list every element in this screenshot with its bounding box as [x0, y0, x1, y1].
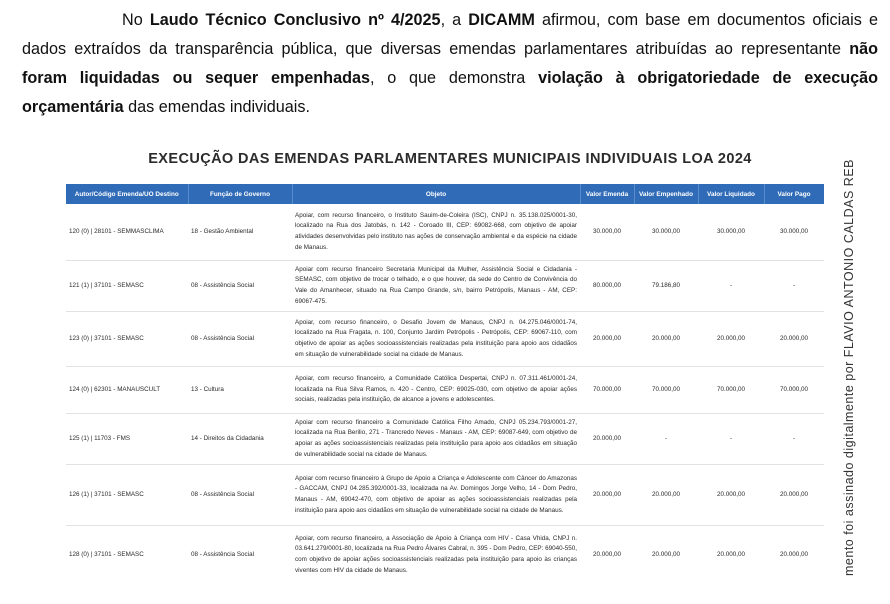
bold-run: violação à obrigatoriedade de execução orçamentária [22, 69, 878, 116]
cell-valor-pago: 20.000,00 [764, 312, 824, 367]
digital-signature-note: mento foi assinado digitalmente por FLAVIO ANTONIO CALDAS REB [842, 158, 856, 576]
cell-valor-pago: - [764, 261, 824, 312]
cell-valor-empenhado: 20.000,00 [634, 312, 698, 367]
cell-funcao: 08 - Assistência Social [188, 261, 292, 312]
cell-funcao: 08 - Assistência Social [188, 312, 292, 367]
cell-valor-liquidado: 30.000,00 [698, 204, 764, 261]
cell-valor-liquidado: 20.000,00 [698, 312, 764, 367]
cell-valor-empenhado: 70.000,00 [634, 367, 698, 414]
cell-valor-emenda: 20.000,00 [580, 414, 634, 465]
cell-funcao: 13 - Cultura [188, 367, 292, 414]
text-run: No [122, 11, 150, 29]
cell-valor-liquidado: - [698, 414, 764, 465]
cell-valor-pago: 20.000,00 [764, 526, 824, 577]
cell-valor-liquidado: 70.000,00 [698, 367, 764, 414]
cell-objeto: Apoiar, com recurso financeiro, a Associação de Apoio à Criança com HIV - Casa Vhida, CNPJ n. 03.641.279/0001-80, localizada na Rua Pedro Álvares Cabral, n. 395 - Dom Pedro, CEP: 69040-550, com objetivo de apoiar ações socioassistenciais realizadas pela instituição para apoio às crianças viventes com HIV da cidade de Manaus. [292, 526, 580, 577]
bold-run: DICAMM [468, 11, 535, 29]
cell-autor: 124 (0) | 62301 - MANAUSCULT [66, 367, 188, 414]
cell-autor: 123 (0) | 37101 - SEMASC [66, 312, 188, 367]
cropped-text-line [30, 574, 790, 604]
cell-valor-emenda: 20.000,00 [580, 526, 634, 577]
cell-funcao: 08 - Assistência Social [188, 465, 292, 526]
cell-objeto: Apoiar, com recurso financeiro, o Instituto Sauim-de-Coleira (ISC), CNPJ n. 35.138.025/0001-30, localizado na Rua dos Jatobás, n. 142 - Coroado III, CEP: 69082-668, com objetivo de apoiar atividades desenvolvidas pelo instituto nas ações de conservação ambiental e da espécie na cidade de Manaus. [292, 204, 580, 261]
cell-valor-emenda: 20.000,00 [580, 312, 634, 367]
cell-autor: 128 (0) | 37101 - SEMASC [66, 526, 188, 577]
cell-valor-empenhado: 30.000,00 [634, 204, 698, 261]
cell-valor-liquidado: 20.000,00 [698, 465, 764, 526]
bold-run: não foram liquidadas ou sequer empenhadas [22, 40, 878, 87]
cell-autor: 126 (1) | 37101 - SEMASC [66, 465, 188, 526]
cell-valor-pago: 30.000,00 [764, 204, 824, 261]
text-run: , a [440, 11, 469, 29]
table-row [66, 204, 824, 261]
cell-valor-pago: 20.000,00 [764, 465, 824, 526]
table-row [66, 465, 824, 526]
col-header-valor-emenda: Valor Emenda [580, 184, 634, 204]
col-header-valor-liquidado: Valor Liquidado [698, 184, 764, 204]
cell-valor-pago: - [764, 414, 824, 465]
table-header-row [66, 184, 824, 204]
table-row [66, 526, 824, 577]
col-header-objeto: Objeto [292, 184, 580, 204]
cell-valor-empenhado: - [634, 414, 698, 465]
cell-funcao: 18 - Gestão Ambiental [188, 204, 292, 261]
cell-valor-emenda: 70.000,00 [580, 367, 634, 414]
text-run: das emendas individuais. [123, 98, 310, 116]
cell-valor-emenda: 80.000,00 [580, 261, 634, 312]
cell-objeto: Apoiar com recurso financeiro à Grupo de Apoio a Criança e Adolescente com Câncer do Amazonas - GACCAM, CNPJ 04.285.392/0001-33, localizada na Av. Domingos Jorge Velho, 14 - Dom Pedro, Manaus - AM, 69042-470, com objetivo de apoiar as ações socioassistenciais realizadas pela instituição para apoio aos cidadãos em situação de vulnerabilidade social na cidade de Manaus. [292, 465, 580, 526]
cell-objeto: Apoiar com recurso financeiro Secretaria Municipal da Mulher, Assistência Social e Cidadania - SEMASC, com objetivo de trocar o telhado, e o que houver, da sede do Centro de Convivência do Vale do Amanhecer, situado na Rua Campo Grande, s/n, bairro Petrópolis, Manaus - AM, CEP: 69067-475. [292, 261, 580, 312]
col-header-valor-empenhado: Valor Empenhado [634, 184, 698, 204]
col-header-autor: Autor/Código Emenda/UO Destino [66, 184, 188, 204]
cell-valor-empenhado: 20.000,00 [634, 526, 698, 577]
cell-valor-emenda: 20.000,00 [580, 465, 634, 526]
cell-valor-liquidado: - [698, 261, 764, 312]
table-row [66, 367, 824, 414]
body-paragraph [22, 6, 878, 122]
text-run: afirmou, com base em documentos oficiais e dados extraídos da transparência pública, que diversas emendas parlamentares atribuídas ao representante [22, 11, 878, 58]
cell-objeto: Apoiar, com recurso financeiro, o Desafio Jovem de Manaus, CNPJ n. 04.275.046/0001-74, localizado na Rua Fragata, n. 100, Conjunto Jardim Petrópolis - Petrópolis, CEP: 69067-110, com objetivo de apoiar as ações socioassistenciais realizadas pela instituição para apoio aos cidadãos em situação de vulnerabilidade social na cidade de Manaus. [292, 312, 580, 367]
cell-autor: 120 (0) | 28101 - SEMMASCLIMA [66, 204, 188, 261]
cell-valor-emenda: 30.000,00 [580, 204, 634, 261]
cell-funcao: 08 - Assistência Social [188, 526, 292, 577]
table-row [66, 261, 824, 312]
emendas-table [66, 184, 824, 576]
cell-valor-pago: 70.000,00 [764, 367, 824, 414]
col-header-valor-pago: Valor Pago [764, 184, 824, 204]
cell-objeto: Apoiar, com recurso financeiro, a Comunidade Católica Despertai, CNPJ n. 07.311.461/0001-24, localizada na Rua Silva Ramos, n. 420 - Centro, CEP: 69025-030, com objetivo de apoiar ações sociais, realizadas pela instituição, de alcance a jovens e adolescentes. [292, 367, 580, 414]
cell-objeto: Apoiar com recurso financeiro a Comunidade Católica Filho Amado, CNPJ 05.234.793/0001-27, localizada na Rua Berilio, 271 - Trancredo Neves - Manaus - AM, CEP: 69087-649, com objetivo de apoiar as ações socioassistenciais realizadas pela instituição para apoio aos cidadãos em situação de vulnerabilidade social na cidade de Manaus. [292, 414, 580, 465]
cell-autor: 125 (1) | 11703 - FMS [66, 414, 188, 465]
cell-autor: 121 (1) | 37101 - SEMASC [66, 261, 188, 312]
table-row [66, 414, 824, 465]
cell-valor-empenhado: 20.000,00 [634, 465, 698, 526]
table-title: EXECUÇÃO DAS EMENDAS PARLAMENTARES MUNICIPAIS INDIVIDUAIS LOA 2024 [148, 151, 752, 167]
bold-run: Laudo Técnico Conclusivo nº 4/2025 [149, 11, 441, 29]
table-row [66, 312, 824, 367]
cell-valor-empenhado: 79.186,80 [634, 261, 698, 312]
col-header-funcao: Função de Governo [188, 184, 292, 204]
cell-valor-liquidado: 20.000,00 [698, 526, 764, 577]
table-container [66, 184, 824, 576]
cell-funcao: 14 - Direitos da Cidadania [188, 414, 292, 465]
text-run: , o que demonstra [369, 69, 539, 87]
